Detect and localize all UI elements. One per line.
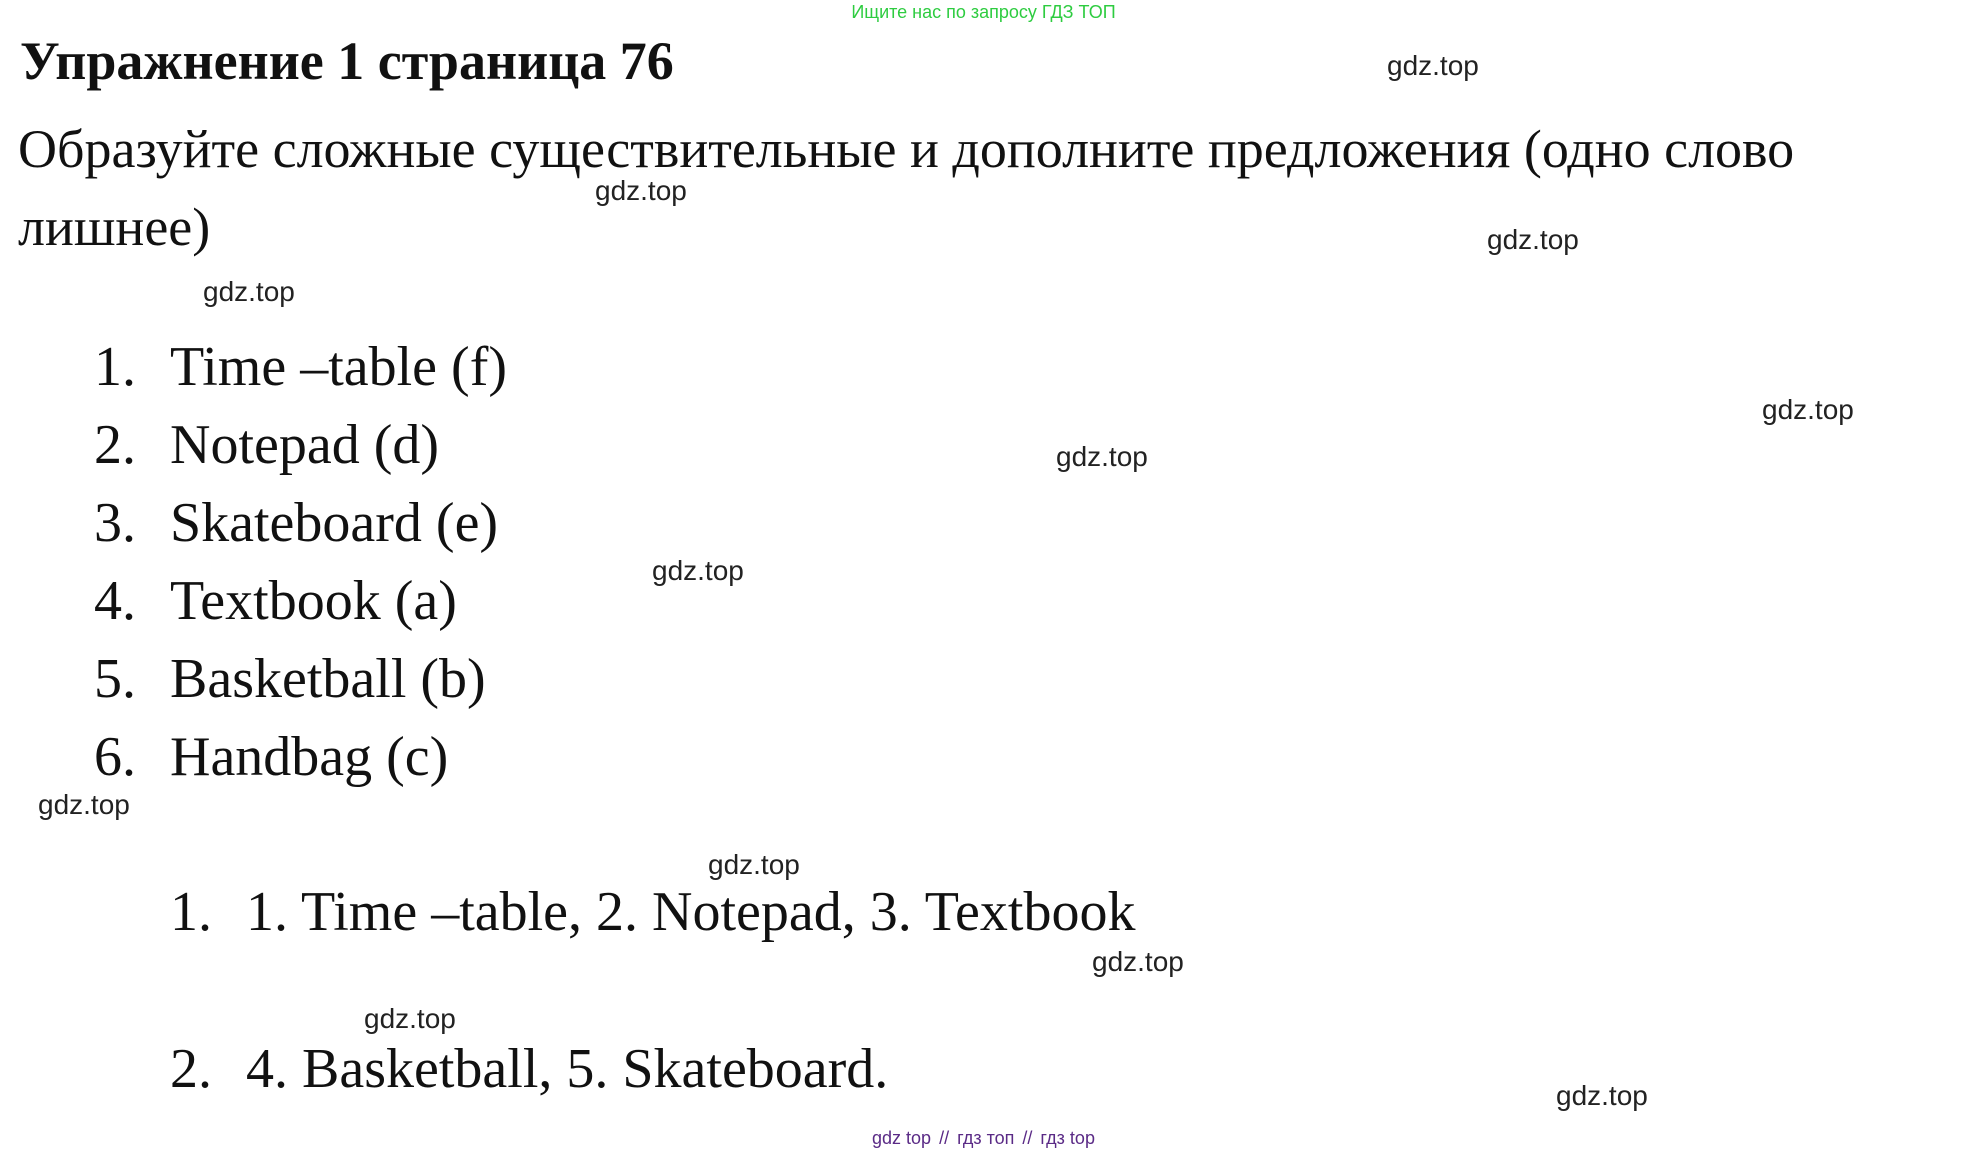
list-item-number: 5. [94, 648, 136, 710]
top-banner: Ищите нас по запросу ГДЗ ТОП [851, 2, 1116, 22]
list-item-text: Skateboard (e) [170, 492, 499, 554]
watermark: gdz.top [1387, 50, 1479, 81]
footer-separator: // [1022, 1128, 1033, 1148]
list-item-text: Time –table (f) [170, 336, 507, 398]
watermark: gdz.top [203, 276, 295, 307]
watermark: gdz.top [1487, 224, 1579, 255]
answer-item-number: 1. [170, 881, 212, 943]
footer-separator: // [939, 1128, 950, 1148]
list-item-number: 1. [94, 336, 136, 398]
watermark: gdz.top [1762, 394, 1854, 425]
list-item-number: 6. [94, 726, 136, 788]
answer-item-text: 4. Basketball, 5. Skateboard. [246, 1038, 889, 1100]
watermark: gdz.top [1556, 1080, 1648, 1111]
footer-links [0, 1128, 1967, 1149]
answer-item-number: 2. [170, 1038, 212, 1100]
watermark: gdz.top [708, 849, 800, 880]
watermark: gdz.top [38, 789, 130, 820]
list-item-text: Notepad (d) [170, 414, 440, 476]
list-item-text: Textbook (a) [170, 570, 457, 632]
watermark: gdz.top [595, 175, 687, 206]
watermark: gdz.top [1092, 946, 1184, 977]
answer-item-text: 1. Time –table, 2. Notepad, 3. Textbook [246, 881, 1136, 943]
footer-link[interactable]: гдз топ [957, 1128, 1015, 1148]
footer-link[interactable]: гдз top [1040, 1128, 1095, 1148]
footer-link[interactable]: gdz top [872, 1128, 932, 1148]
watermark: gdz.top [364, 1003, 456, 1034]
page-title: Упражнение 1 страница 76 [20, 31, 674, 91]
list-item-number: 3. [94, 492, 136, 554]
list-item-text: Basketball (b) [170, 648, 486, 710]
exercise-instruction: Образуйте сложные существительные и дополните предложения (одно слово лишнее) [18, 119, 1795, 257]
watermark: gdz.top [652, 555, 744, 586]
list-item-number: 2. [94, 414, 136, 476]
list-item-text: Handbag (c) [170, 726, 449, 788]
list-item-number: 4. [94, 570, 136, 632]
watermark: gdz.top [1056, 441, 1148, 472]
